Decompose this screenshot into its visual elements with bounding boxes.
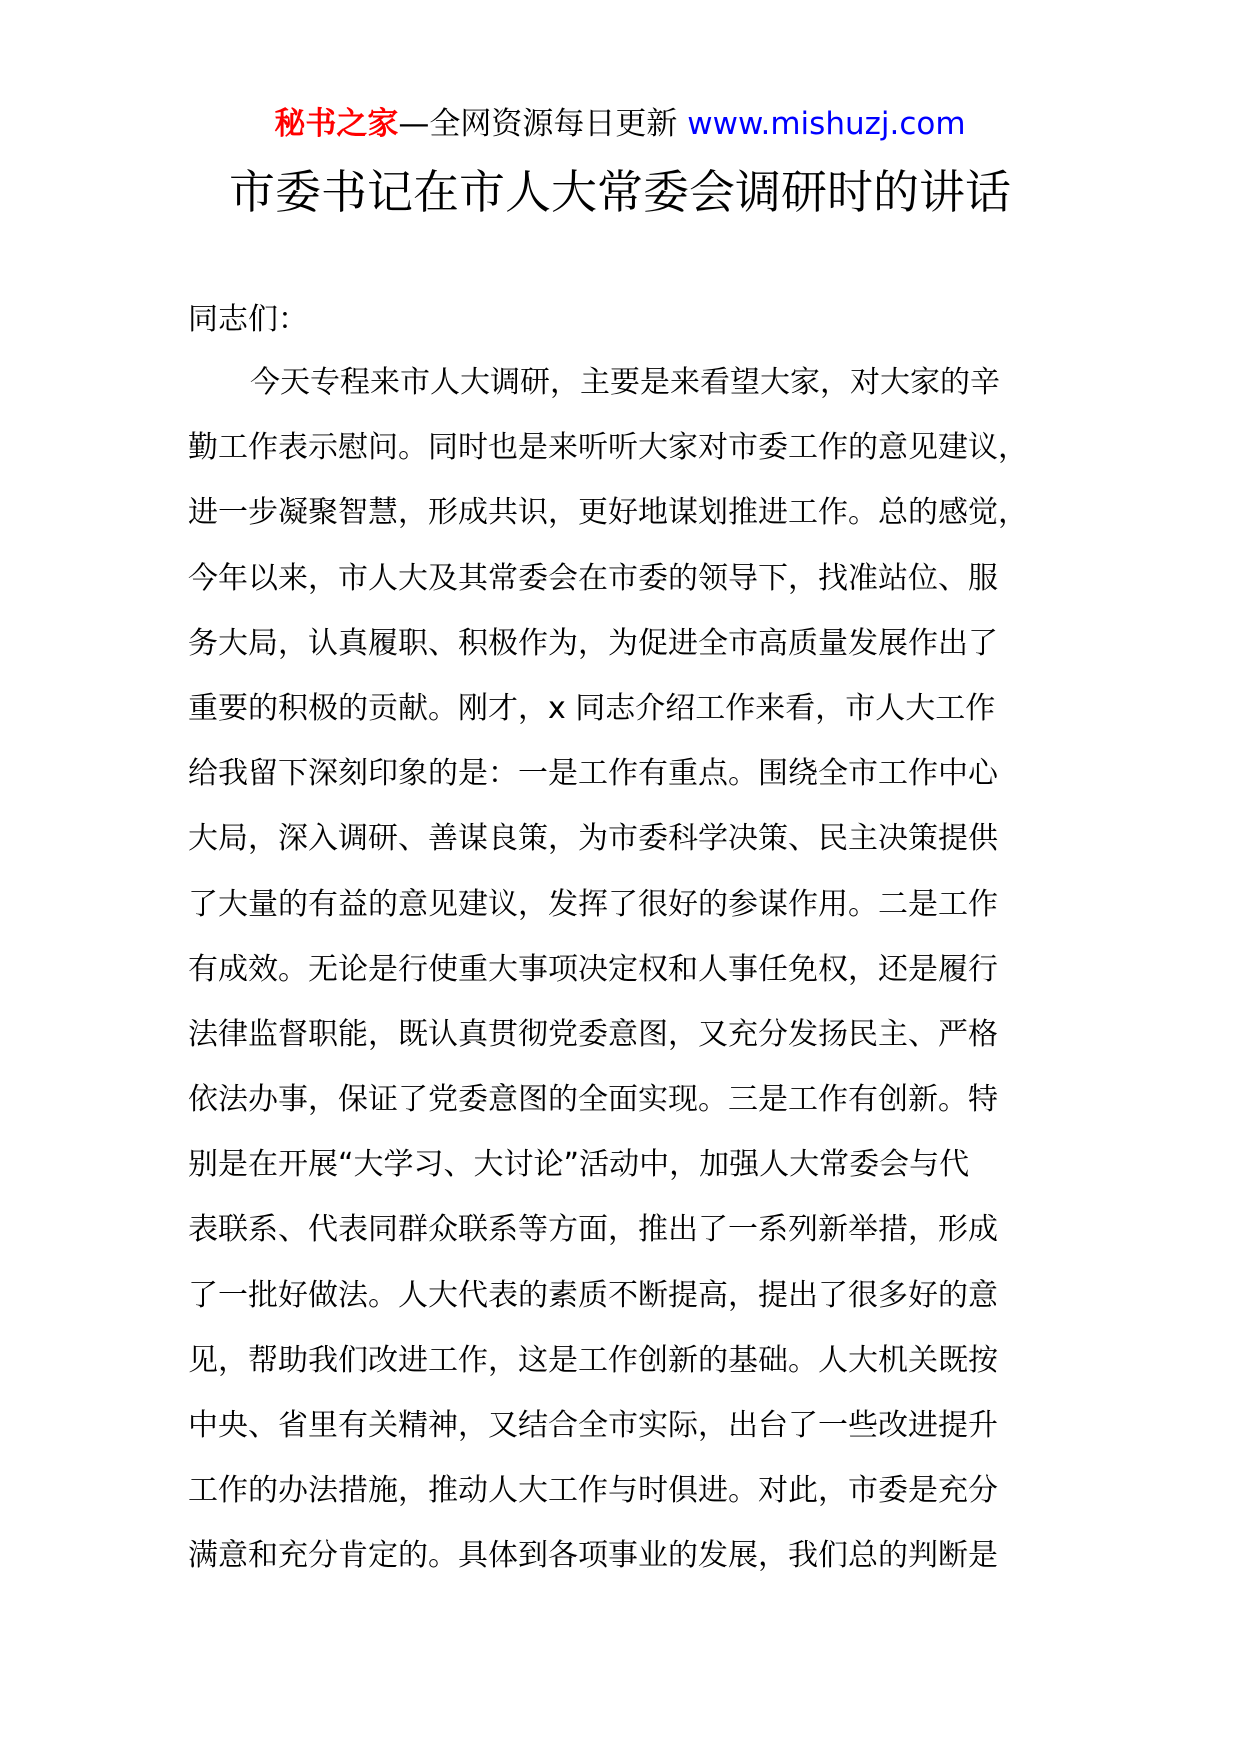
paragraph-line: 中央、省里有关精神，又结合全市实际，出台了一些改进提升 xyxy=(188,1408,998,1443)
paragraph-line: 今年以来，市人大及其常委会在市委的领导下，找准站位、服 xyxy=(188,560,998,596)
paragraph-line: 见，帮助我们改进工作，这是工作创新的基础。人大机关既按 xyxy=(188,1342,998,1378)
paragraph-line: 进一步凝聚智慧，形成共识，更好地谋划推进工作。总的感觉， xyxy=(188,495,1028,531)
paragraph-body xyxy=(188,358,1088,1597)
paragraph-line: 勤工作表示慰问。同时也是来听听大家对市委工作的意见建议， xyxy=(188,430,1028,466)
paragraph-line: 大局，深入调研、善谋良策，为市委科学决策、民主决策提供 xyxy=(188,821,998,857)
salutation: 同志们： xyxy=(188,302,308,337)
paragraph-line: 今天专程来市人大调研，主要是来看望大家，对大家的辛 xyxy=(250,365,1000,400)
paragraph-line: 法律监督职能，既认真贯彻党委意图，又充分发扬民主、严格 xyxy=(188,1016,998,1052)
paragraph-line: 别是在开展“大学习、大讨论”活动中，加强人大常委会与代 xyxy=(188,1147,970,1183)
site-header xyxy=(0,104,1240,144)
paragraph-line: 务大局，认真履职、积极作为，为促进全市高质量发展作出了 xyxy=(188,625,998,661)
paragraph-line: 重要的积极的贡献。刚才，x 同志介绍工作来看，市人大工作 xyxy=(188,690,996,726)
paragraph-line: 给我留下深刻印象的是：一是工作有重点。围绕全市工作中心 xyxy=(188,756,998,792)
site-slogan: —全网资源每日更新 xyxy=(398,106,678,142)
paragraph-line: 表联系、代表同群众联系等方面，推出了一系列新举措，形成 xyxy=(188,1212,998,1248)
document-title: 市委书记在市人大常委会调研时的讲话 xyxy=(229,165,1011,219)
site-brand: 秘书之家 xyxy=(274,106,399,142)
paragraph-line: 工作的办法措施，推动人大工作与时俱进。对此，市委是充分 xyxy=(188,1473,998,1509)
paragraph-line: 满意和充分肯定的。具体到各项事业的发展，我们总的判断是 xyxy=(188,1538,998,1574)
paragraph-line: 了一批好做法。人大代表的素质不断提高，提出了很多好的意 xyxy=(188,1277,998,1313)
site-url-link[interactable]: www.mishuzj.com xyxy=(687,106,966,142)
paragraph-line: 了大量的有益的意见建议，发挥了很好的参谋作用。二是工作 xyxy=(188,886,998,922)
paragraph-line: 有成效。无论是行使重大事项决定权和人事任免权，还是履行 xyxy=(188,951,998,987)
paragraph-line: 依法办事，保证了党委意图的全面实现。三是工作有创新。特 xyxy=(188,1082,998,1118)
